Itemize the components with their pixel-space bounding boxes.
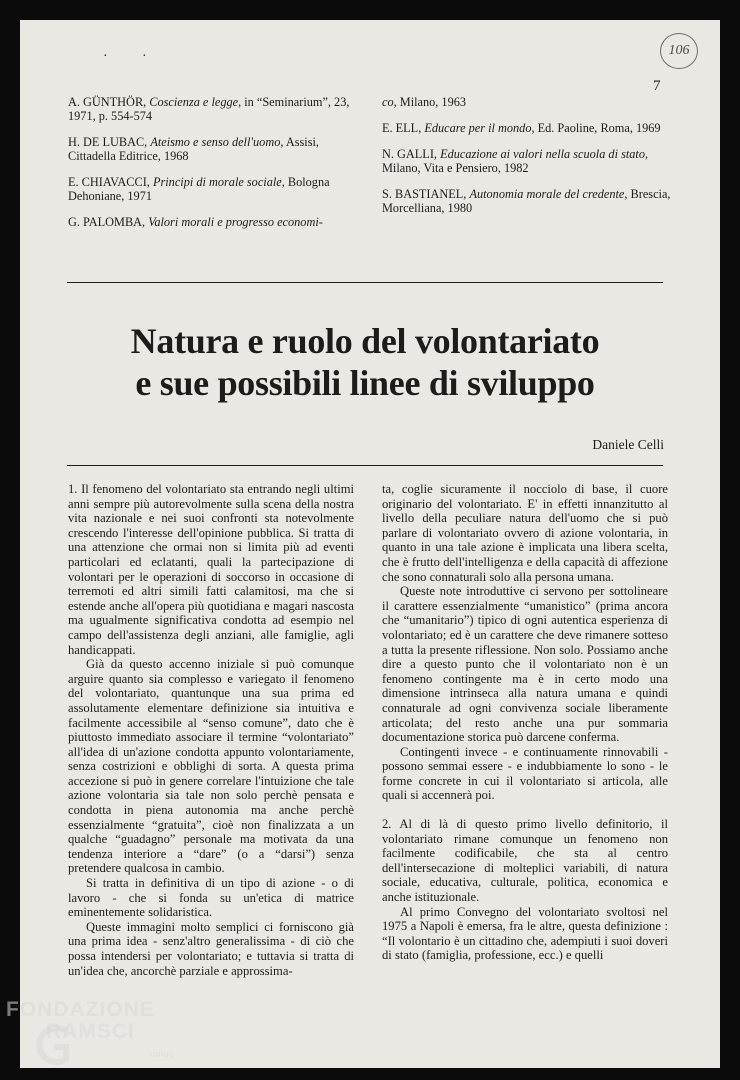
reference-item: N. GALLI, Educazione ai valori nella scuola di stato, Milano, Vita e Pensiero, 1982 — [382, 147, 649, 175]
references-column-2 — [382, 95, 672, 227]
document-page — [20, 20, 720, 1068]
paragraph: 2. Al di là di questo primo livello definitorio, il volontariato rimane comunque un fenomeno non facilmente codificabile, che sta al centro dell'intersecazione di molteplici variabili, di natura sociale, educativa, culturale, politica, economica e anche istituzionale. — [382, 817, 668, 905]
reference-item: E. CHIAVACCI, Principi di morale sociale, Bologna Dehoniane, 1971 — [68, 175, 330, 203]
reference-item: A. GÜNTHÖR, Coscienza e legge, in “Seminarium”, 23, 1971, p. 554-574 — [68, 95, 350, 123]
ink-mark: · — [142, 49, 147, 64]
ink-mark: · — [103, 49, 108, 64]
paragraph: Queste immagini molto semplici ci forniscono già una prima idea - senz'altro generalissima - di ciò che possa intendersi per volontariato; e tuttavia si tratta di un'idea che, ancorchè parziale e approssima- — [68, 919, 354, 978]
divider — [67, 465, 663, 466]
page-number: 7 — [653, 78, 661, 94]
paragraph: 1. Il fenomeno del volontariato sta entrando negli ultimi anni sempre più autorevolmente sulla scena della nostra vita nazionale e nei suoi confronti sta notevolmente crescendo l'interesse dell'opinione pubblica. Si tratta di una attenzione che ormai non si limita più ad eventi particolari ed eclatanti, quali la partecipazione di volontari per le operazioni di soccorso in occasione di terremoti ed altri simili fatti calamitosi, ma che si estende anche all'opera più quotidiana e magari nascosta ma ugualmente significativa condotta ad esempio nel campo dell'assistenza degli anziani, alle famiglie, agli handicappati. — [68, 482, 354, 657]
paragraph: Già da questo accenno iniziale si può comunque arguire quanto sia complesso e variegato il fenomeno del volontariato, quantunque una sua prima ed assolutamente elementare definizione sia intuitiva e facilmente accessibile al “senso comune”, dato che è piuttosto immediato associare il termine “volontariato” all'idea di un'azione condotta appunto volontariamente, senza costrizioni e obblighi di sorta. A questa prima accezione si può in genere correlare l'intuizione che tale azione volontaria sia tale non solo perchè pensata e condotta in piena autonomia ma anche perchè essenzialmente “gratuita”, cioè non finalizzata a un qualche “guadagno” personale ma motivata da una tendenza interiore a “dare” (o a “darsi”) senza pretendere qualcosa in cambio. — [68, 657, 354, 876]
title-line: Natura e ruolo del volontariato — [130, 321, 600, 361]
g-logo-icon — [32, 1019, 74, 1071]
archive-stamp: 106 — [660, 33, 698, 69]
paragraph: Al primo Convegno del volontariato svoltosi nel 1975 a Napoli è emersa, fra le altre, questa definizione : “Il volontario è un cittadino che, adempiuti i suoi doveri di stato (famiglia, professione, ecc.) e quelli — [382, 904, 668, 963]
title-line: e sue possibili linee di sviluppo — [135, 363, 595, 403]
references-column-1 — [68, 95, 358, 241]
paragraph: ta, coglie sicuramente il nocciolo di base, il cuore originario del volontariato. E' in effetti innanzitutto al livello della peculiare natura dell'uomo che si può parlare di volontariato ovvero di azione volontaria, in quanto in una tale azione è implicata una libera scelta, che è frutto dell'intelligenza e della capacità di affezione che sono connaturali solo alla persona umana. — [382, 482, 668, 584]
watermark-line: onlus — [150, 1049, 175, 1059]
article-title — [67, 320, 663, 404]
reference-item: E. ELL, Educare per il mondo, Ed. Paoline, Roma, 1969 — [382, 121, 661, 135]
article-column-2 — [382, 482, 668, 963]
reference-item: G. PALOMBA, Valori morali e progresso economi- — [68, 215, 323, 229]
paragraph: Queste note introduttive ci servono per sottolineare il carattere essenzialmente “umanistico” (prima ancora che “umanitario”) tipico di ogni autentica esperienza di volontariato; ed è un carattere che deve rimanere sotteso a tutta la presente riflessione. Non solo. Possiamo anche dire a questo punto che il volontariato non è un fenomeno contingente ma è in certo modo una dimensione intrinseca alla natura umana e quindi connaturale ad ogni convivenza sociale liberamente articolata; del resto anche una pur sommaria documentazione storica può darcene conferma. — [382, 584, 668, 745]
paragraph: Contingenti invece - e continuamente rinnovabili - possono semmai essere - e indubbiamente lo sono - le forme concrete in cui il volontariato si articola, alle quali si accennerà poi. — [382, 744, 668, 803]
reference-item: S. BASTIANEL, Autonomia morale del credente, Brescia, Morcelliana, 1980 — [382, 187, 671, 215]
reference-item: H. DE LUBAC, Ateismo e senso dell'uomo, Assisi, Cittadella Editrice, 1968 — [68, 135, 319, 163]
reference-item: co, Milano, 1963 — [382, 95, 467, 109]
article-column-1 — [68, 482, 354, 978]
divider — [67, 282, 663, 283]
fondazione-gramsci-watermark — [6, 998, 175, 1059]
watermark-line: RAMSCI — [46, 1020, 135, 1043]
watermark-line: FONDAZIONE — [6, 998, 155, 1021]
paragraph: Si tratta in definitiva di un tipo di azione - o di lavoro - che si fonda su un'etica di matrice eminentemente solidaristica. — [68, 876, 354, 920]
article-author: Daniele Celli — [592, 437, 664, 452]
